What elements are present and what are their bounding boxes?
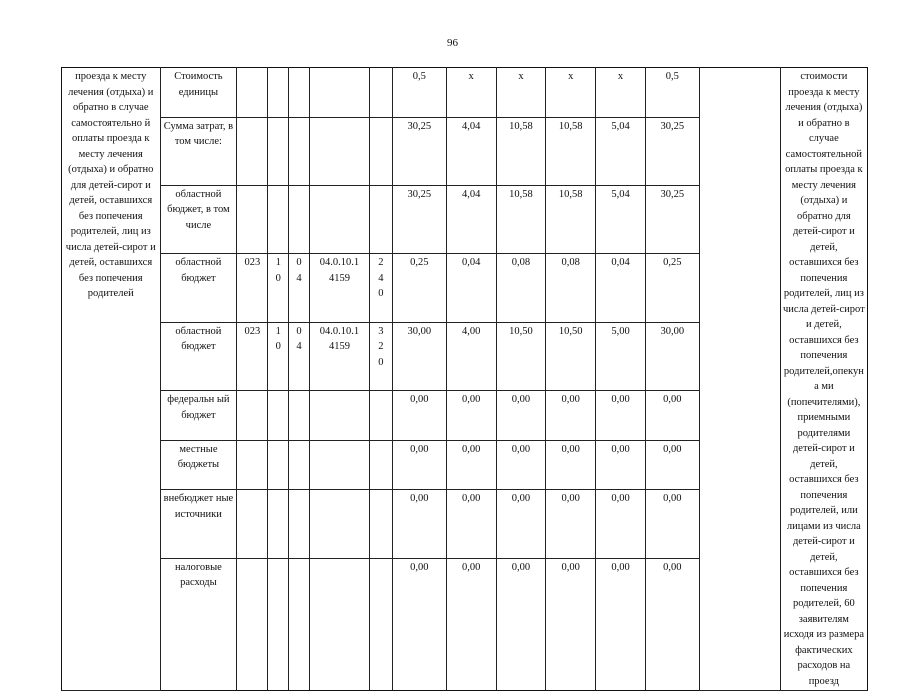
value-year1-cell: 0,00: [446, 391, 496, 441]
value-total-cell: 0,00: [392, 558, 446, 690]
subsection-cell: 0 4: [289, 322, 310, 390]
row-name-cell: Стоимость единицы: [160, 68, 237, 118]
value-total-cell: 0,25: [392, 254, 446, 322]
value-year1-cell: 0,00: [446, 440, 496, 490]
value-year1-cell: 4,00: [446, 322, 496, 390]
budget-code-cell: [237, 558, 268, 690]
expense-type-cell: [370, 440, 393, 490]
value-year3-cell: 0,00: [546, 490, 596, 558]
target-article-cell: 04.0.10.1 4159: [309, 254, 369, 322]
row-name-cell: налоговые расходы: [160, 558, 237, 690]
value-total-cell: 30,25: [392, 185, 446, 253]
value-year1-cell: 4,04: [446, 185, 496, 253]
budget-code-cell: 023: [237, 254, 268, 322]
value-year2-cell: 10,58: [496, 185, 546, 253]
empty-cell: [699, 68, 780, 691]
expense-type-cell: [370, 558, 393, 690]
row-name-cell: областной бюджет: [160, 322, 237, 390]
value-year2-cell: 10,50: [496, 322, 546, 390]
target-article-cell: [309, 185, 369, 253]
budget-code-cell: [237, 440, 268, 490]
section-cell: [268, 391, 289, 441]
budget-table: [61, 67, 868, 691]
budget-code-cell: [237, 185, 268, 253]
section-cell: [268, 440, 289, 490]
value-year5-cell: 0,00: [645, 440, 699, 490]
value-total-cell: 0,00: [392, 440, 446, 490]
section-cell: [268, 117, 289, 185]
value-year5-cell: 0,00: [645, 490, 699, 558]
row-name-cell: местные бюджеты: [160, 440, 237, 490]
value-year3-cell: 0,00: [546, 391, 596, 441]
subsection-cell: [289, 558, 310, 690]
value-year5-cell: 0,5: [645, 68, 699, 118]
expense-type-cell: [370, 391, 393, 441]
value-year3-cell: 0,08: [546, 254, 596, 322]
value-year4-cell: 0,00: [596, 391, 646, 441]
value-year3-cell: 0,00: [546, 440, 596, 490]
section-cell: [268, 185, 289, 253]
expense-type-cell: 2 4 0: [370, 254, 393, 322]
value-year1-cell: 0,00: [446, 558, 496, 690]
budget-code-cell: [237, 117, 268, 185]
value-year3-cell: 10,58: [546, 185, 596, 253]
value-year2-cell: 0,00: [496, 440, 546, 490]
target-article-cell: [309, 391, 369, 441]
value-year3-cell: 10,50: [546, 322, 596, 390]
value-total-cell: 0,00: [392, 490, 446, 558]
budget-code-cell: [237, 490, 268, 558]
row-name-cell: областной бюджет: [160, 254, 237, 322]
expense-type-cell: 3 2 0: [370, 322, 393, 390]
value-year4-cell: 5,04: [596, 117, 646, 185]
row-name-cell: Сумма затрат, в том числе:: [160, 117, 237, 185]
event-description-cell: проезда к месту лечения (отдыха) и обратно в случае самостоятельно й оплаты проезда к месту лечения (отдыха) и обратно для детей-сирот и детей, оставшихся без попечения родителей, лиц из числа детей-сирот и детей, оставшихся без попечения родителей: [62, 68, 161, 691]
value-year1-cell: 0,00: [446, 490, 496, 558]
subsection-cell: [289, 391, 310, 441]
value-year4-cell: 0,00: [596, 490, 646, 558]
section-cell: 1 0: [268, 254, 289, 322]
value-year2-cell: 0,00: [496, 391, 546, 441]
value-year4-cell: 0,04: [596, 254, 646, 322]
target-article-cell: [309, 558, 369, 690]
table-row: [62, 68, 868, 118]
section-cell: [268, 68, 289, 118]
value-year1-cell: 0,04: [446, 254, 496, 322]
subsection-cell: 0 4: [289, 254, 310, 322]
value-year2-cell: 0,00: [496, 490, 546, 558]
value-year5-cell: 30,25: [645, 185, 699, 253]
value-total-cell: 0,5: [392, 68, 446, 118]
value-year4-cell: 5,00: [596, 322, 646, 390]
subsection-cell: [289, 185, 310, 253]
budget-code-cell: [237, 68, 268, 118]
value-year4-cell: 5,04: [596, 185, 646, 253]
target-article-cell: [309, 490, 369, 558]
value-year4-cell: 0,00: [596, 558, 646, 690]
row-name-cell: федеральн ый бюджет: [160, 391, 237, 441]
target-article-cell: [309, 440, 369, 490]
value-year5-cell: 0,00: [645, 558, 699, 690]
section-cell: 1 0: [268, 322, 289, 390]
expense-type-cell: [370, 490, 393, 558]
value-total-cell: 30,25: [392, 117, 446, 185]
value-year2-cell: 10,58: [496, 117, 546, 185]
expense-type-cell: [370, 185, 393, 253]
value-total-cell: 0,00: [392, 391, 446, 441]
value-year2-cell: х: [496, 68, 546, 118]
value-year4-cell: х: [596, 68, 646, 118]
value-year5-cell: 30,25: [645, 117, 699, 185]
page-number: 96: [447, 37, 458, 49]
expense-type-cell: [370, 117, 393, 185]
value-year5-cell: 30,00: [645, 322, 699, 390]
value-year3-cell: х: [546, 68, 596, 118]
subsection-cell: [289, 490, 310, 558]
value-year3-cell: 10,58: [546, 117, 596, 185]
value-total-cell: 30,00: [392, 322, 446, 390]
row-name-cell: областной бюджет, в том числе: [160, 185, 237, 253]
value-year2-cell: 0,00: [496, 558, 546, 690]
value-year1-cell: 4,04: [446, 117, 496, 185]
value-year4-cell: 0,00: [596, 440, 646, 490]
target-article-cell: [309, 68, 369, 118]
value-year1-cell: х: [446, 68, 496, 118]
expense-type-cell: [370, 68, 393, 118]
section-cell: [268, 558, 289, 690]
value-year5-cell: 0,00: [645, 391, 699, 441]
target-article-cell: [309, 117, 369, 185]
target-article-cell: 04.0.10.1 4159: [309, 322, 369, 390]
subsection-cell: [289, 117, 310, 185]
value-year3-cell: 0,00: [546, 558, 596, 690]
budget-code-cell: 023: [237, 322, 268, 390]
budget-code-cell: [237, 391, 268, 441]
row-name-cell: внебюджет ные источники: [160, 490, 237, 558]
value-year5-cell: 0,25: [645, 254, 699, 322]
result-description-cell: стоимости проезда к месту лечения (отдыха) и обратно в случае самостоятельной оплаты проезда к месту лечения (отдыха) и обратно для детей-сирот и детей, оставшихся без попечения родителей, лиц из числа детей-сирот и детей, оставшихся без попечения родителей,опекуна ми (попечителями), приемными родителями детей-сирот и детей, оставшихся без попечения родителей, или лицами из числа детей-сирот и детей, оставшихся без попечения родителей, 60 заявителям исходя из размера фактических расходов на проезд: [780, 68, 867, 691]
section-cell: [268, 490, 289, 558]
value-year2-cell: 0,08: [496, 254, 546, 322]
subsection-cell: [289, 440, 310, 490]
subsection-cell: [289, 68, 310, 118]
